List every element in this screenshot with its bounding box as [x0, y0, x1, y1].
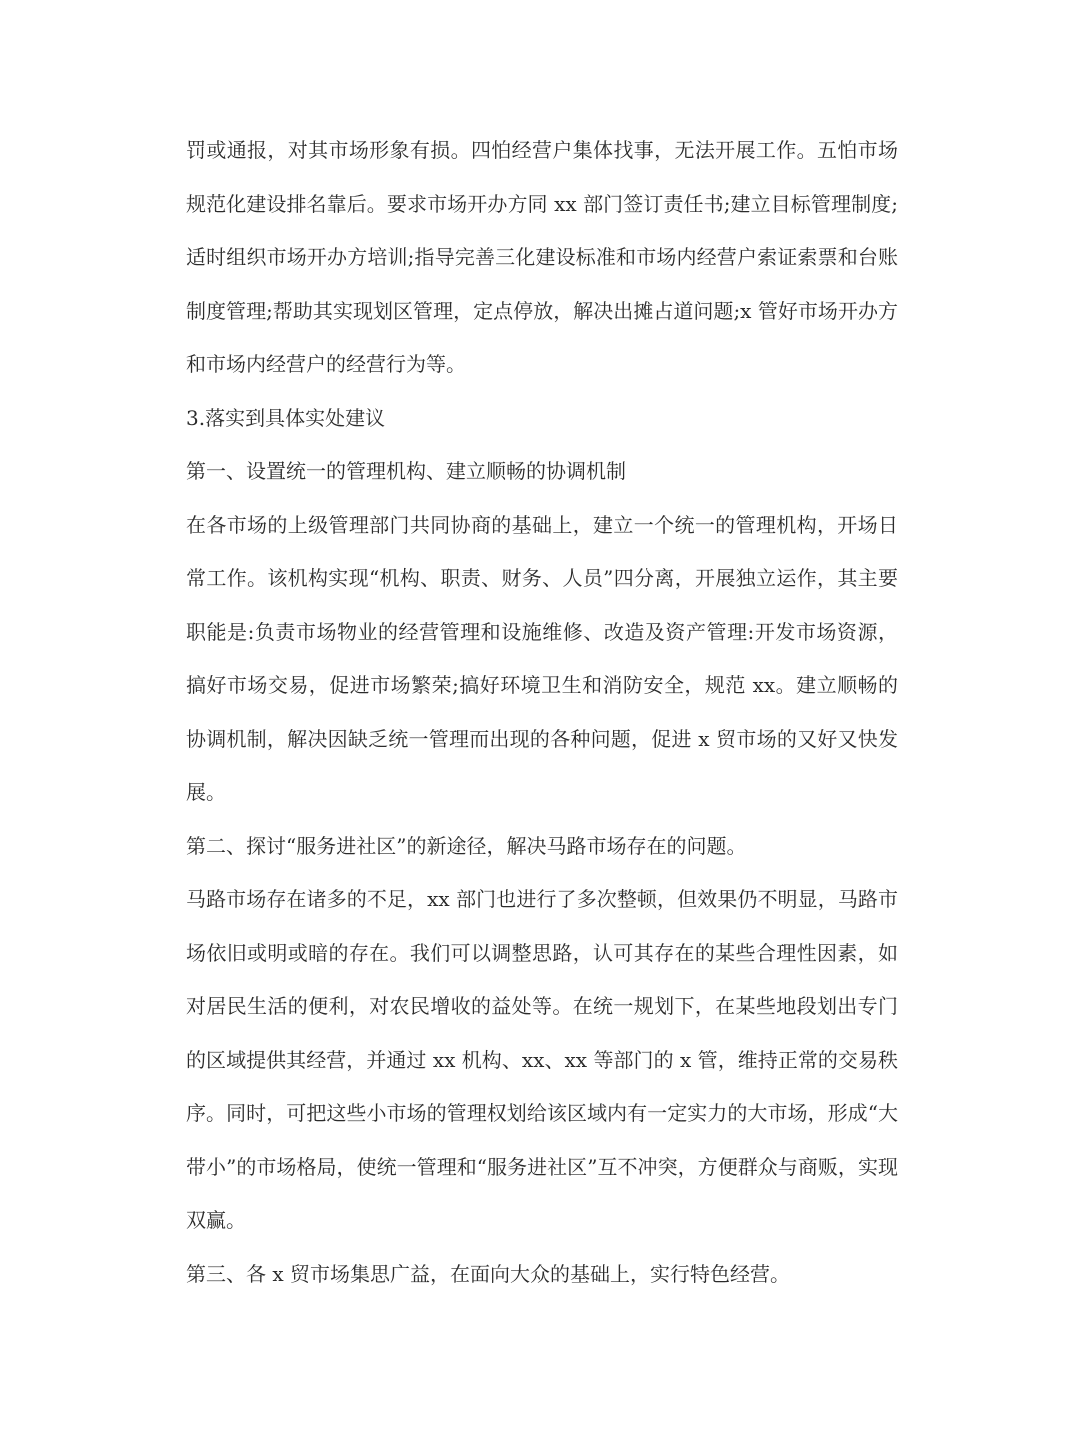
subheading-first: 第一、设置统一的管理机构、建立顺畅的协调机制 — [186, 459, 626, 483]
subheading-third: 第三、各 x 贸市场集思广益，在面向大众的基础上，实行特色经营。 — [186, 1261, 790, 1286]
document-body — [186, 124, 898, 1301]
section-heading-implementation: 3.落实到具体实处建议 — [186, 405, 386, 430]
subheading-second: 第二、探讨“服务进社区”的新途径，解决马路市场存在的问题。 — [186, 833, 747, 858]
paragraph-unified-management: 在各市场的上级管理部门共同协商的基础上，建立一个统一的管理机构，开场日常工作。该机构实现“机构、职责、财务、人员”四分离，开展独立运作，其主要职能是:负责市场物业的经营管理和设施维修、改造及资产管理:开发市场资源，搞好市场交易，促进市场繁荣;搞好环境卫生和消防安全，规范 xx。建立顺畅的协调机制，解决因缺乏统一管理而出现的各种问题，促进 x 贸市场的又好又快发展。 — [186, 512, 898, 804]
paragraph-road-market: 马路市场存在诸多的不足，xx 部门也进行了多次整顿，但效果仍不明显，马路市场依旧或明或暗的存在。我们可以调整思路，认可其存在的某些合理性因素，如对居民生活的便利，对农民增收的益处等。在统一规划下，在某些地段划出专门的区域提供其经营，并通过 xx 机构、xx、xx 等部门的 x 管，维持正常的交易秩序。同时，可把这些小市场的管理权划给该区域内有一定实力的大市场，形成“大带小”的市场格局，使统一管理和“服务进社区”互不冲突，方便群众与商贩，实现双赢。 — [186, 887, 898, 1232]
paragraph-market-regulation: 罚或通报，对其市场形象有损。四怕经营户集体找事，无法开展工作。五怕市场规范化建设排名靠后。要求市场开办方同 xx 部门签订责任书;建立目标管理制度;适时组织市场开办方培训;指导完善三化建设标准和市场内经营户索证索票和台账制度管理;帮助其实现划区管理，定点停放，解决出摊占道问题;x 管好市场开办方和市场内经营户的经营行为等。 — [186, 138, 898, 376]
